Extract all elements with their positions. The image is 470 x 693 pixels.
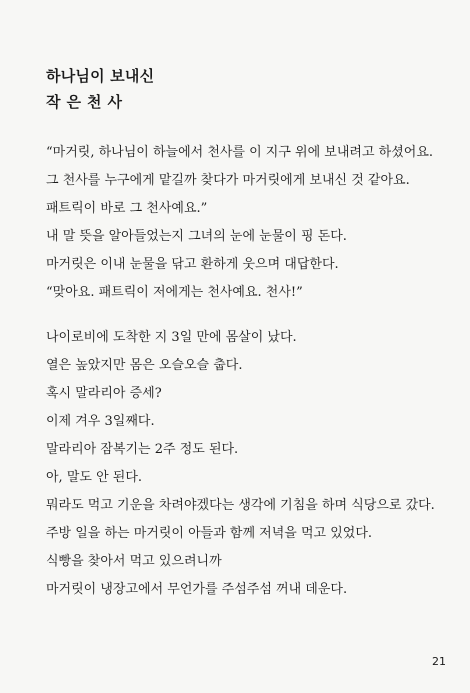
text-line: 말라리아 잠복기는 2주 정도 된다. xyxy=(46,442,239,457)
page-number: 21 xyxy=(432,655,446,668)
text-line: 나이로비에 도착한 지 3일 만에 몸살이 났다. xyxy=(46,330,297,345)
text-line: 마거릿은 이내 눈물을 닦고 환하게 웃으며 대답한다. xyxy=(46,257,339,272)
chapter-subtitle: 작 은 천 사 xyxy=(46,93,123,111)
text-line: 패트릭이 바로 그 천사예요.” xyxy=(46,201,208,216)
text-line: “마거릿, 하나님이 하늘에서 천사를 이 지구 위에 보내려고 하셨어요. xyxy=(46,145,434,160)
text-line: 그 천사를 누구에게 맡길까 찾다가 마거릿에게 보내신 것 같아요. xyxy=(46,173,410,188)
text-line: 혹시 말라리아 증세? xyxy=(46,386,162,401)
paragraph-1 xyxy=(46,139,441,307)
chapter-title: 하나님이 보내신 xyxy=(46,67,155,85)
text-line: 주방 일을 하는 마거릿이 아들과 함께 저녁을 먹고 있었다. xyxy=(46,526,373,541)
text-line: 이제 겨우 3일째다. xyxy=(46,414,155,429)
text-line: 내 말 뜻을 알아들었는지 그녀의 눈에 눈물이 핑 돈다. xyxy=(46,229,347,244)
text-line: 아, 말도 안 된다. xyxy=(46,470,143,485)
chapter-heading xyxy=(46,66,426,112)
paragraph-2 xyxy=(46,324,441,604)
text-line: 열은 높았지만 몸은 오슬오슬 춥다. xyxy=(46,358,243,373)
text-line: 마거릿이 냉장고에서 무언가를 주섬주섬 꺼내 데운다. xyxy=(46,582,348,597)
text-line: 뭐라도 먹고 기운을 차려야겠다는 생각에 기침을 하며 식당으로 갔다. xyxy=(46,498,435,513)
text-line: “맞아요. 패트릭이 저에게는 천사예요. 천사!” xyxy=(46,285,303,300)
text-line: 식빵을 찾아서 먹고 있으려니까 xyxy=(46,554,222,569)
